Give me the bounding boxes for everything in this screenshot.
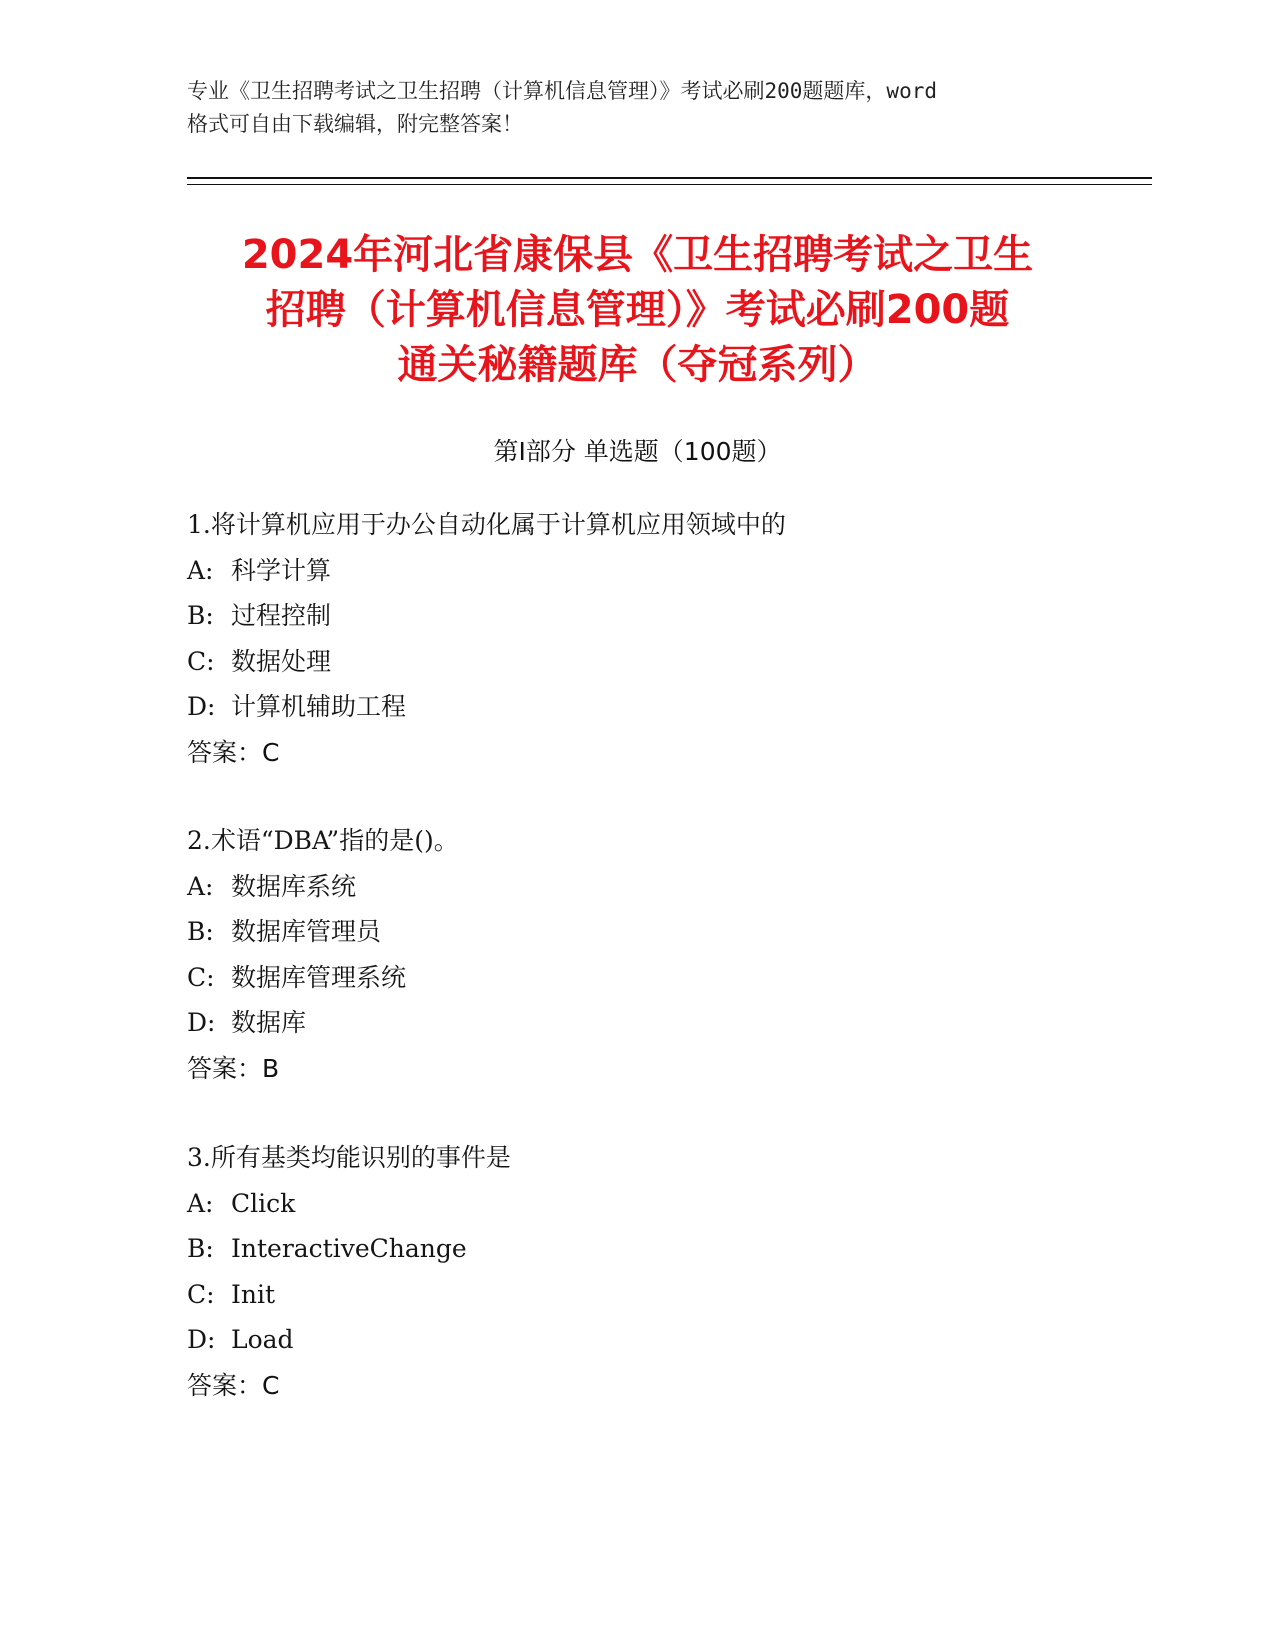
option-b [187, 1226, 1187, 1272]
option-text: InteractiveChange [231, 1234, 467, 1263]
option-key: C: [187, 646, 215, 676]
option-a [187, 548, 1187, 594]
option-key: D: [187, 692, 216, 721]
answer-line: 答案：C [187, 1370, 280, 1400]
question-stem: 2.术语“DBA”指的是()。 [187, 826, 459, 855]
option-text: 数据库管理系统 [231, 962, 407, 992]
option-c [187, 639, 1187, 685]
section-heading: 第Ⅰ部分 单选题（100题） [493, 437, 782, 466]
option-text: 数据库 [231, 1008, 307, 1037]
option-text: 数据库管理员 [231, 917, 382, 946]
option-key: D: [187, 1325, 216, 1354]
document-title-line-2: 招聘（计算机信息管理）》考试必刷200题 [265, 287, 1010, 333]
header-note-line-2: 格式可自由下载编辑，附完整答案！ [187, 112, 523, 136]
answer-line: 答案：B [187, 1053, 280, 1083]
option-d [187, 1317, 1187, 1363]
option-key: B: [187, 1234, 214, 1263]
document-title [170, 228, 1105, 393]
document-title-line-1: 2024年河北省康保县《卫生招聘考试之卫生 [241, 232, 1034, 278]
question-stem: 1.将计算机应用于办公自动化属于计算机应用领域中的 [187, 510, 786, 539]
option-text: Load [231, 1325, 294, 1354]
option-key: A: [187, 555, 214, 585]
option-key: A: [187, 1188, 214, 1218]
option-key: B: [187, 917, 214, 946]
option-text: 数据库系统 [231, 871, 357, 901]
option-b [187, 909, 1187, 955]
question-item [187, 818, 1187, 1091]
answer-line: 答案：C [187, 737, 280, 767]
option-c [187, 955, 1187, 1001]
option-text: 计算机辅助工程 [231, 692, 407, 721]
option-key: C: [187, 962, 215, 992]
question-item [187, 502, 1187, 775]
option-d [187, 1000, 1187, 1046]
option-text: 数据处理 [231, 646, 332, 676]
question-item [187, 1135, 1187, 1408]
option-text: Click [231, 1188, 296, 1218]
option-a [187, 1181, 1187, 1227]
option-b [187, 593, 1187, 639]
document-title-line-3: 通关秘籍题库（夺冠系列） [397, 342, 878, 388]
header-note-line-1: 专业《卫生招聘考试之卫生招聘（计算机信息管理）》考试必刷200题题库，word [187, 79, 937, 103]
option-text: Init [231, 1279, 276, 1309]
option-d [187, 684, 1187, 730]
option-key: C: [187, 1279, 215, 1309]
option-a [187, 864, 1187, 910]
option-key: D: [187, 1008, 216, 1037]
option-key: A: [187, 871, 214, 901]
header-divider-thick [187, 177, 1152, 179]
option-text: 科学计算 [231, 555, 332, 585]
option-c [187, 1272, 1187, 1318]
header-divider-thin [187, 184, 1152, 185]
question-stem: 3.所有基类均能识别的事件是 [187, 1143, 511, 1172]
option-text: 过程控制 [231, 601, 332, 630]
header-note [187, 75, 1087, 141]
option-key: B: [187, 601, 214, 630]
